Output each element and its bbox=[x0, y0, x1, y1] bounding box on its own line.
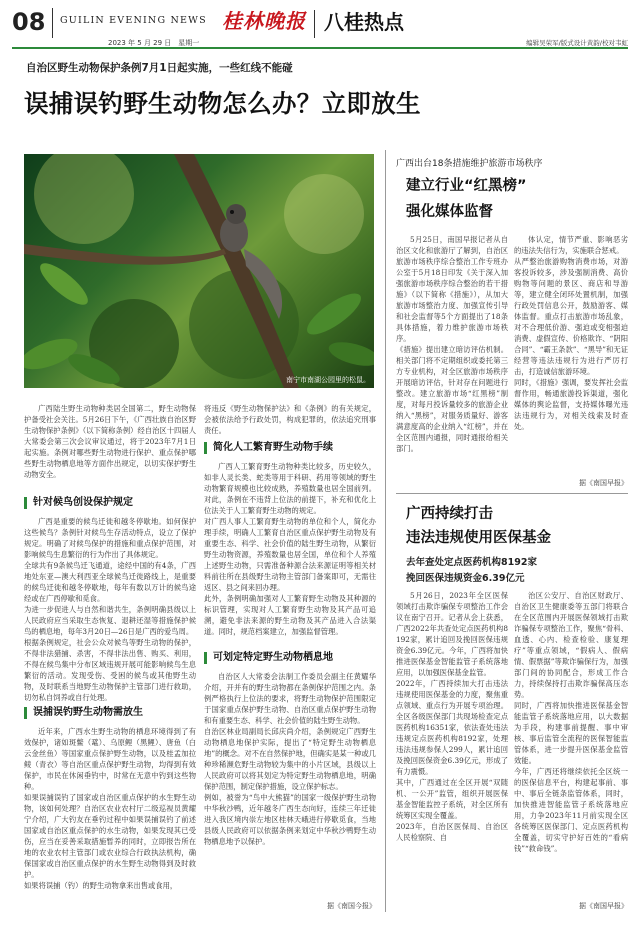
main-headline: 误捕误钓野生动物怎么办？立即放生 bbox=[24, 89, 421, 118]
tourism-kicker: 广西出台18条措施维护旅游市场秩序 bbox=[396, 159, 543, 169]
page-number: 08 bbox=[12, 8, 46, 36]
section-body-breeding: 广西人工繁育野生动物种类比较多，历史较久，如非人灵长类、蛇类等用于科研、药用等领域的野生动物繁育规模也比较成熟，养殖数量也居全国前列。对此，条例在不违背上位法的前提下，补充和优化上位法关于人工繁育野生动物的规定。 对广西人事人工繁育野生动物的单位和个人，简化办理手续，明确人工繁育自治区重点保护野生动物及有重要生态、科学、社会价值的陆生野生动物，从繁衍野生动物资源，养殖数量也居全国，单位和个人养殖上述野生动物，只需准备种源合法来源证明等相关材料前往所在县级野生动物主管部门备案即可，无需往返区、县之间来回办理。 此外，条例明确加强对人工繁育野生动物及其种源的标识管理，实现对人工繁育野生动物及其产品可追溯，避免非法来源的野生动物及其产品进入合法渠道。同时，规范档案建立，加强监督管理。 bbox=[204, 462, 376, 636]
column-divider bbox=[385, 150, 386, 912]
source-tourism: 据《南国早报》 bbox=[579, 479, 628, 487]
tourism-headline-2: 强化媒体监督 bbox=[406, 204, 493, 220]
lead-paragraph: 广西陆生野生动物种类居全国第二，野生动物保护备受社会关注。5月26日下午，《广西壮族自治区野生动物保护条例》（以下简称条例）经自治区十四届人大常委会第三次会议审议通过，将于2023年7月1日起实施。条例对哪些野生动物进行保护、重点保护哪些野生动物栖息地等方面作出规定，以切实保护野生动物安全。 bbox=[24, 404, 196, 479]
header-rule bbox=[12, 47, 628, 49]
editors-credit: 编辑吴荣军/版式设计黄韵/校对韦虹 bbox=[526, 39, 628, 47]
main-kicker: 自治区野生动物保护条例7月1日起实施，一些红线不能碰 bbox=[26, 62, 293, 74]
right-column-divider bbox=[396, 493, 628, 494]
medicare-body-right: 治区公安厅、自治区财政厅、自治区卫生健康委等五部门将联合在全区范围内开展医保领域打击欺诈骗保专项整治工作，聚焦“骨科、血透、心内、检查检验、康复理疗”等重点领域，“假病人、假病情、假票据”等欺诈骗保行为，加强部门间的协同配合，形成工作合力，持续保持打击欺诈骗保高压态势。 同时，广西将加快推进医保基金智能监管子系统落地应用，以大数据为手段，构建事前提醒、事中审核、事后监管全流程的医保智能监管体系，进一步提升医保基金监管效能。 今年，广西还将继续依托全区统一的医保信息平台，构建起事前、事中、事后全链条监管体系，同时，加快推进智能监管子系统落地应用，力争2023年11月前实现全区各统筹区医保部门、定点医药机构全覆盖，切实守护好百姓的“看病钱”“救命钱”。 bbox=[514, 591, 628, 853]
lead-paragraph-continued: 将违反《野生动物保护法》和《条例》的有关规定，会被依法给予行政处罚，构成犯罪的，依法追究刑事责任。 bbox=[204, 404, 376, 435]
medicare-subhead-1: 去年查处定点医药机构8192家 bbox=[406, 557, 537, 568]
section-body-release: 近年来，广西水生野生动物的栖息环境得到了有效保护，诸如斑鳖（鼋）、乌原鲤（黑鲤）、唐鱼（白云金丝鱼）等国家重点保护野生动物，以及桂孟加拉鲮（青衣）等自治区重点保护野生动物，均得到有效保护，市民在休闲垂钓中，时常在无意中钓到这些物种。 如果误捕误钓了国家或自治区重点保护的水生野生动物，该如何处理？自治区农业农村厅二级巡视员黄耀宁介绍，广大钓友在垂钓过程中如果误捕误钓了前述国家或自治区重点保护的水生动物，如果发现其已受伤，应当在妥善采取措施暂养的同时，立即报告所在地的农业农村主管部门或农业综合行政执法机构，确保国家或自治区重点保护的水生野生动物得到及时救护。 如果将误捕（钓）的野生动物拿来出售或食用， bbox=[24, 727, 196, 890]
medicare-headline-1: 广西持续打击 bbox=[406, 506, 493, 522]
medicare-body-left: 5月26日，2023年全区医保领域打击欺诈骗保专项整治工作会议在南宁召开。记者从会上获悉，广西2022年共查处定点医药机构8192家，累计追回及挽回医保违规资金6.39亿元。今年，广西将加快推进医保基金智能监管子系统落地应用，以加强医保基金监管。 2022年，广西持续加大打击违法违规使用医保基金的力度，聚焦重点领域、重点行为开展专项治理。全区各级医保部门共现场检查定点医药机构16351家，依法查处违法违规定点医药机构8192家，处理违法违规参保人299人，累计追回及挽回医保资金6.39亿元，形成了有力震慑。 其中，广西通过在全区开展“双随机、一公开”监管，组织开展医保基金智能监控子系统，对全区所有统筹区实现全覆盖。 2023年，自治区医保局、自治区人民检察院、自 bbox=[396, 591, 508, 842]
page-header bbox=[0, 0, 640, 50]
tourism-body-right: 体认定，情节严重、影响恶劣的违法失信行为，实施联合惩戒。 从严整治旅游购物消费市场，对游客投诉较多，涉及强制消费、高价购物等问题的景区、商店和导游等，建立健全闭环处置机制，加强行政处罚信息公开，鼓励游客、媒体监督。重点打击旅游市场乱象，对不合理低价游、强迫或变相强迫消费、虚假宣传、价格欺诈、“阴阳合同”、“霸王条款”、“黑导”和无证经营等违法违规行为进行严厉打击，打造诚信旅游环境。 同时，《措施》强调，要发挥社会监督作用，畅通旅游投诉渠道，强化媒体的舆论监督，支持媒体曝光违法违规行为，对相关线索及时查处。 bbox=[514, 235, 628, 431]
header-divider-vertical bbox=[52, 8, 53, 38]
section-title: 八桂热点 bbox=[324, 10, 404, 34]
section-heading-release: 误捕误钓野生动物需放生 bbox=[24, 707, 196, 719]
header-date: 2023 年 5 月 29 日 星期一 bbox=[108, 39, 200, 47]
source-main: 据《南国今报》 bbox=[327, 902, 376, 910]
header-divider-vertical-2 bbox=[314, 10, 315, 38]
photo-caption: 南宁市南湖公园里的松鼠。 bbox=[286, 376, 370, 384]
medicare-subhead-2: 挽回医保违规资金6.39亿元 bbox=[406, 573, 525, 584]
source-medicare: 据《南国早报》 bbox=[579, 902, 628, 910]
medicare-headline-2: 违法违规使用医保基金 bbox=[406, 530, 551, 546]
squirrel-photo bbox=[24, 154, 374, 388]
section-heading-migratory-birds: 针对候鸟创设保护规定 bbox=[24, 497, 196, 509]
section-heading-breeding: 简化人工繁育野生动物手续 bbox=[204, 442, 376, 454]
photo-illustration bbox=[24, 154, 374, 388]
section-body-habitat: 自治区人大常委会法制工作委员会副主任黄耀华介绍，开并有的野生动物都在条例保护范围之内。条例严格执行上位法的要求，将野生动物保护范围限定于国家重点保护野生动物、自治区重点保护野生动物和有重要生态、科学、社会价值的陆生野生动物。 自治区林业局副局长邱庆尚介绍，条例规定广西野生动物栖息地保护实际，提出了“特定野生动物栖息地”的概念。对不在自然保护地，但确实是某一种或几种珍稀濒危野生动物较为集中的小片区域，县级以上人民政府可以将其划定为特定野生动物栖息地，明确保护范围，制定保护措施，设立保护标志。 例如，被誉为“鸟中大熊猫”的国家一级保护野生动物中华秋沙鸭，近年越冬广西生态向好，连续三年迁徙进入我区境内崇左地区桂林天峨进行停歇觅食，当地县级人民政府可以依据条例来划定中华秋沙鸭野生动物栖息地予以保护。 bbox=[204, 672, 376, 846]
tourism-body-left: 5月25日，南国早报记者从自治区文化和旅游厅了解到，自治区旅游市场秩序综合整治工作专班办公室于5月18日印发《关于深入加强旅游市场秩序综合整治的若干措施》（以下简称《措施》），从加大旅游市场整治力度、加强宣传引导和社会监督等5个方面提出了18条具体措施，着力维护旅游市场秩序。 《措施》提出建立暗访评估机制。相关部门将不定期组织或委托第三方专业机构，对全区旅游市场秩序开展暗访评估，针对存在问题进行整改。建立旅游市场“红黑榜”制度，对每月投诉量较多的旅游企业纳入“黑榜”，对服务质量好、游客满意度高的企业纳入“红榜”，并在全区范围内通报，同时通报给相关部门。 bbox=[396, 235, 508, 453]
section-heading-habitat: 可划定特定野生动物栖息地 bbox=[204, 652, 376, 664]
section-body-migratory-birds: 广西是重要的候鸟迁徙和越冬停歇地。如何保护这些候鸟？条例针对候鸟生存活动特点，设立了保护规定。明确了对候鸟保护的措施和重点保护范围，对影响候鸟生息繁衍的行为作出了具体规定。 全球共有9条候鸟迁飞通道，途经中国的有4条，广西地处东亚—澳大利西亚全球候鸟迁徙路线上，是重要的候鸟迁徙和越冬停歇地，每年有数以万计的候鸟途经或在广西停歇和觅食。 为进一步促进人与自然和谐共生，条例明确县级以上人民政府应当采取生态恢复、退耕还湿等措施保护候鸟的栖息地，每年3月20日—26日是广西的爱鸟周。 根据条例规定，社会公众对候鸟等野生动物的保护，不得非法猎捕、杀害，不得非法出售、购买、利用，不得在候鸟集中分布区域违规开展可能影响候鸟生息繁衍的活动。发现受伤、受困的候鸟或其他野生动物，及时联系当地野生动物保护主管部门进行救助，切勿私自饲养或自行处理。 bbox=[24, 517, 196, 702]
paper-english-name: GUILIN EVENING NEWS bbox=[60, 15, 207, 26]
tourism-headline-1: 建立行业“红黑榜” bbox=[406, 178, 527, 194]
paper-logo: 桂林晚报 bbox=[222, 9, 306, 33]
